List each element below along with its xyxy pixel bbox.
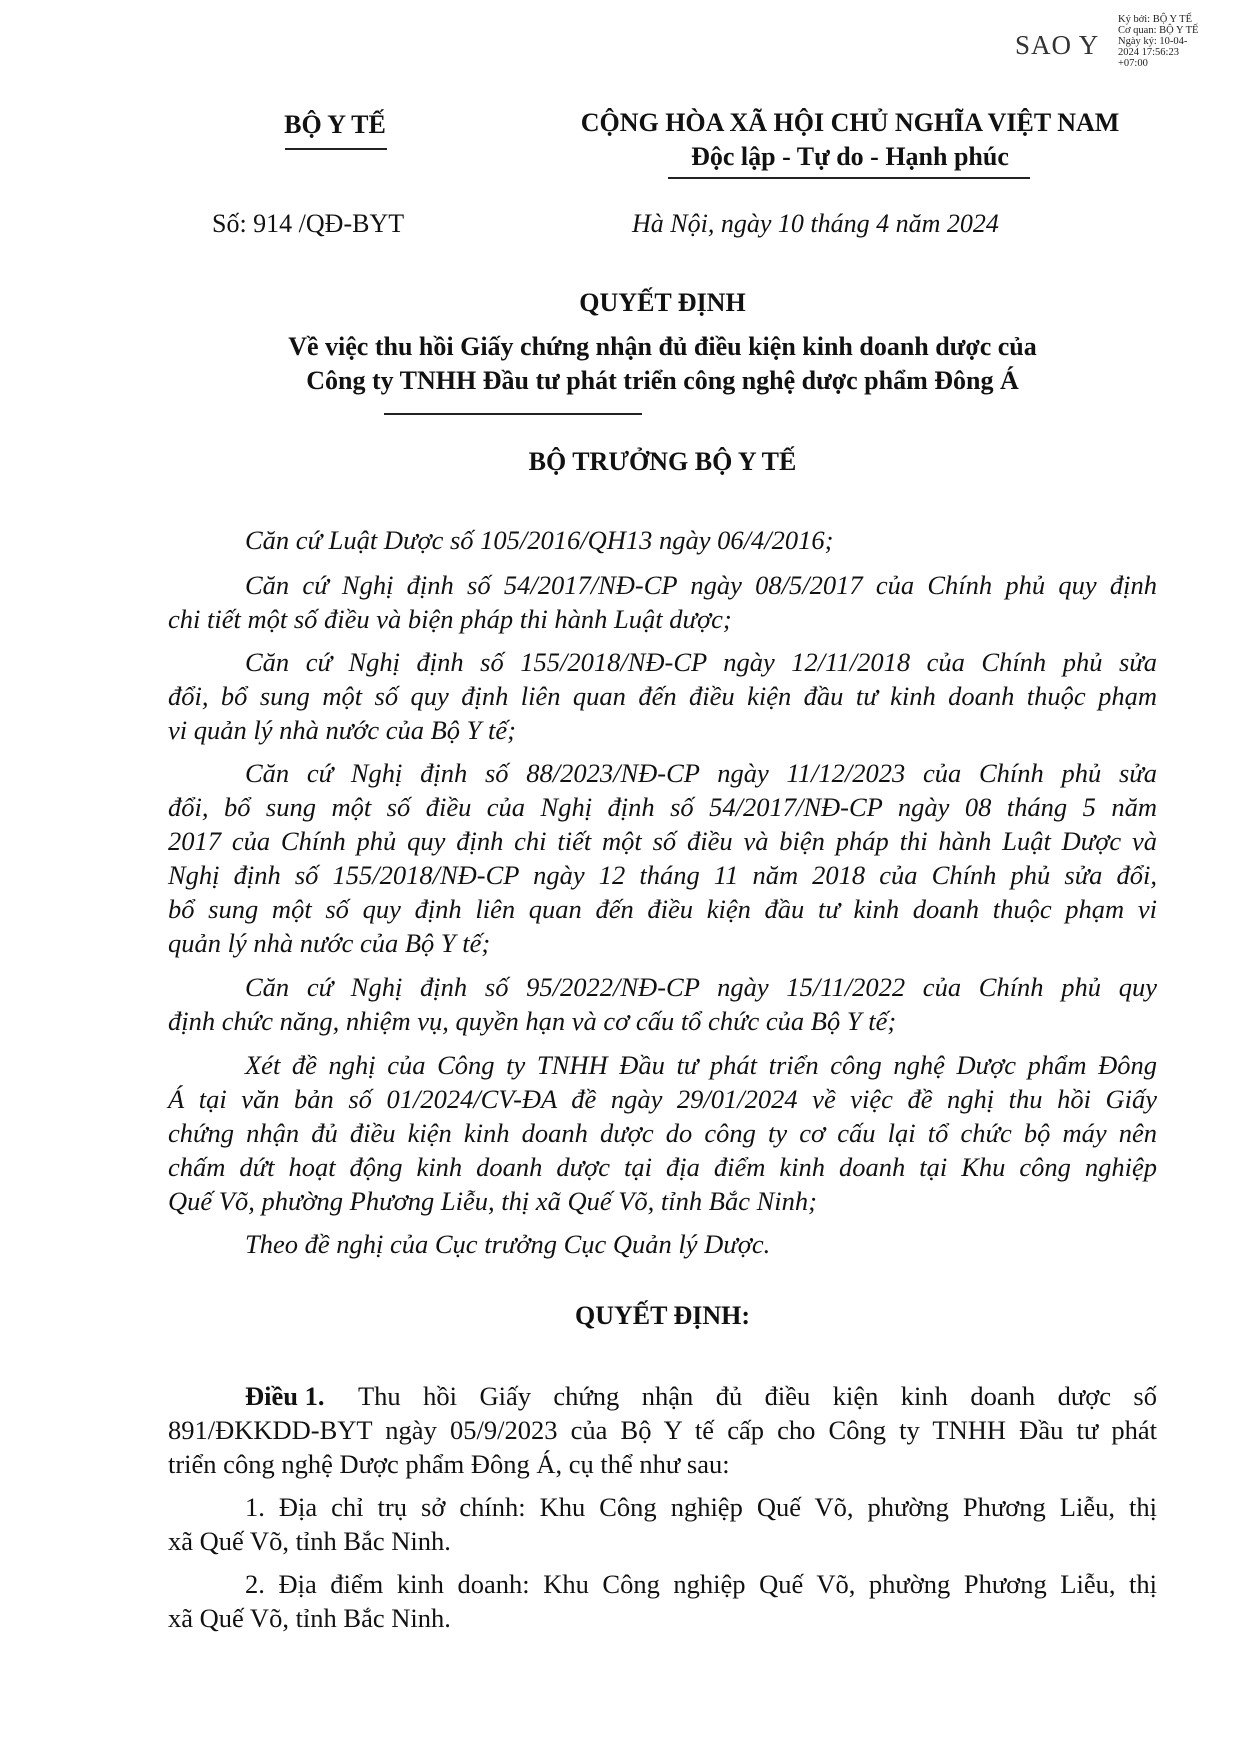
- preamble-line: Căn cứ Nghị định số 155/2018/NĐ-CP ngày 12/11/2018 của Chính phủ sửa: [245, 647, 1157, 677]
- document-type: QUYẾT ĐỊNH: [579, 288, 746, 317]
- preamble-line: Căn cứ Nghị định số 95/2022/NĐ-CP ngày 15/11/2022 của Chính phủ quy: [245, 972, 1157, 1002]
- subject-line-2: Công ty TNHH Đầu tư phát triển công nghệ dược phẩm Đông Á: [306, 366, 1019, 395]
- agency-underline: [285, 148, 387, 150]
- preamble-line: quản lý nhà nước của Bộ Y tế;: [168, 928, 491, 958]
- preamble-line: Xét đề nghị của Công ty TNHH Đầu tư phát triển công nghệ Dược phẩm Đông: [245, 1050, 1157, 1080]
- preamble-line: định chức năng, nhiệm vụ, quyền hạn và cơ cấu tổ chức của Bộ Y tế;: [168, 1006, 897, 1036]
- article-line: 891/ĐKKDD-BYT ngày 05/9/2023 của Bộ Y tế cấp cho Công ty TNHH Đầu tư phát: [168, 1415, 1157, 1445]
- subject-line-1: Về việc thu hồi Giấy chứng nhận đủ điều kiện kinh doanh dược của: [288, 332, 1037, 361]
- country-name: CỘNG HÒA XÃ HỘI CHỦ NGHĨA VIỆT NAM: [580, 108, 1120, 137]
- preamble-line: Quế Võ, phường Phương Liễu, thị xã Quế Võ, tỉnh Bắc Ninh;: [168, 1186, 817, 1216]
- issuing-agency: BỘ Y TẾ: [284, 110, 386, 139]
- preamble-line: Á tại văn bản số 01/2024/CV-ĐA đề ngày 29/01/2024 về việc đề nghị thu hồi Giấy: [168, 1084, 1157, 1114]
- copy-stamp-label: SAO Y: [1015, 30, 1100, 60]
- issuing-authority: BỘ TRƯỞNG BỘ Y TẾ: [528, 447, 797, 476]
- timezone-line: +07:00: [1118, 58, 1148, 69]
- preamble-line: Nghị định số 155/2018/NĐ-CP ngày 12 tháng 11 năm 2018 của Chính phủ sửa đổi,: [168, 860, 1157, 890]
- signer-line: Ký bởi: BỘ Y TẾ: [1118, 14, 1192, 25]
- article-item-line: 1. Địa chỉ trụ sở chính: Khu Công nghiệp Quế Võ, phường Phương Liễu, thị: [245, 1492, 1157, 1522]
- preamble-line: đổi, bổ sung một số điều của Nghị định số 54/2017/NĐ-CP ngày 08 tháng 5 năm: [168, 792, 1157, 822]
- preamble-line: Theo đề nghị của Cục trưởng Cục Quản lý Dược.: [245, 1229, 771, 1259]
- decision-heading: QUYẾT ĐỊNH:: [574, 1301, 751, 1330]
- article-item-line: 2. Địa điểm kinh doanh: Khu Công nghiệp Quế Võ, phường Phương Liễu, thị: [245, 1569, 1157, 1599]
- motto-underline: [668, 177, 1030, 179]
- preamble-line: chi tiết một số điều và biện pháp thi hành Luật dược;: [168, 604, 732, 634]
- national-motto: Độc lập - Tự do - Hạnh phúc: [691, 142, 1009, 171]
- preamble-line: Căn cứ Luật Dược số 105/2016/QH13 ngày 06/4/2016;: [245, 525, 834, 555]
- agency-line: Cơ quan: BỘ Y TẾ: [1118, 25, 1199, 36]
- article-line: Thu hồi Giấy chứng nhận đủ điều kiện kinh doanh dược số: [358, 1381, 1157, 1411]
- signature-metadata: [1118, 14, 1198, 69]
- preamble-line: chứng nhận đủ điều kiện kinh doanh dược do công ty cơ cấu lại tổ chức bộ máy nên: [168, 1118, 1157, 1148]
- subject-underline: [384, 413, 642, 415]
- preamble-line: Căn cứ Nghị định số 88/2023/NĐ-CP ngày 11/12/2023 của Chính phủ sửa: [245, 758, 1157, 788]
- article-item-line: xã Quế Võ, tỉnh Bắc Ninh.: [168, 1526, 451, 1556]
- preamble-line: Căn cứ Nghị định số 54/2017/NĐ-CP ngày 08/5/2017 của Chính phủ quy định: [245, 570, 1157, 600]
- sign-date-line: Ngày ký: 10-04-: [1118, 36, 1188, 47]
- place-and-date: Hà Nội, ngày 10 tháng 4 năm 2024: [632, 209, 999, 238]
- preamble-line: bổ sung một số quy định liên quan đến điều kiện đầu tư kinh doanh thuộc phạm vi: [168, 894, 1157, 924]
- document-number: Số: 914 /QĐ-BYT: [212, 209, 405, 238]
- sign-time-line: 2024 17:56:23: [1118, 47, 1179, 58]
- preamble-line: đổi, bổ sung một số quy định liên quan đến điều kiện đầu tư kinh doanh thuộc phạm: [168, 681, 1157, 711]
- article-line: triển công nghệ Dược phẩm Đông Á, cụ thể như sau:: [168, 1449, 730, 1479]
- article-label: Điều 1.: [245, 1381, 325, 1411]
- preamble-line: chấm dứt hoạt động kinh doanh dược tại địa điểm kinh doanh tại Khu công nghiệp: [168, 1152, 1157, 1182]
- preamble-line: vi quản lý nhà nước của Bộ Y tế;: [168, 715, 516, 745]
- preamble-line: 2017 của Chính phủ quy định chi tiết một số điều và biện pháp thi hành Luật Dược và: [168, 826, 1157, 856]
- article-item-line: xã Quế Võ, tỉnh Bắc Ninh.: [168, 1603, 451, 1633]
